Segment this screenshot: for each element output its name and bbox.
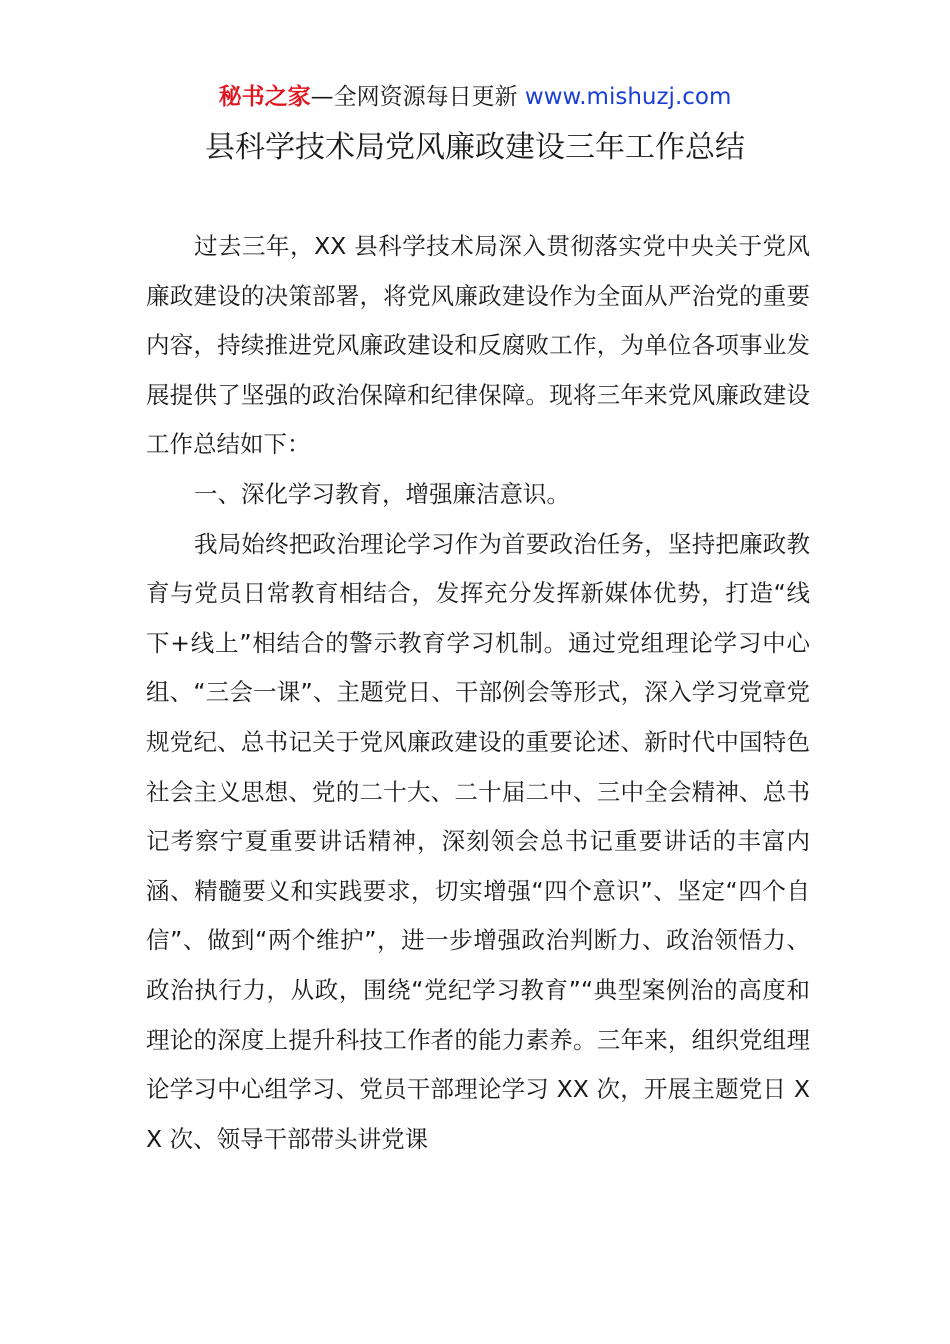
section-heading: 一、深化学习教育，增强廉洁意识。 [194, 479, 570, 508]
document-body [146, 222, 810, 1164]
intro-paragraph: 过去三年，XX 县科学技术局深入贯彻落实党中央关于党风廉政建设的决策部署，将党风廉政建设作为全面从严治党的重要内容，持续推进党风廉政建设和反腐败工作，为单位各项事业发展提供了坚强的政治保障和纪律保障。现将三年来党风廉政建设工作总结如下： [146, 232, 810, 459]
section-paragraph: 我局始终把政治理论学习作为首要政治任务，坚持把廉政教育与党员日常教育相结合，发挥充分发挥新媒体优势，打造“线下+线上”相结合的警示教育学习机制。通过党组理论学习中心组、“三会一课”、主题党日、干部例会等形式，深入学习党章党规党纪、总书记关于党风廉政建设的重要论述、新时代中国特色社会主义思想、党的二十大、二十届二中、三中全会精神、总书记考察宁夏重要讲话精神，深刻领会总书记重要讲话的丰富内涵、精髓要义和实践要求，切实增强“四个意识”、坚定“四个自信”、做到“两个维护”，进一步增强政治判断力、政治领悟力、政治执行力，从政，围绕“党纪学习教育”“典型案例治的高度和理论的深度上提升科技工作者的能力素养。三年来，组织党组理论学习中心组学习、党员干部理论学习 XX 次，开展主题党日 XX 次、领导干部带头讲党课 [146, 529, 810, 1153]
site-header [0, 82, 950, 112]
site-tagline: —全网资源每日更新 [310, 84, 525, 110]
site-brand: 秘书之家 [218, 84, 311, 110]
site-url-link[interactable]: www.mishuzj.com [524, 84, 732, 110]
document-title: 县科学技术局党风廉政建设三年工作总结 [205, 130, 745, 165]
